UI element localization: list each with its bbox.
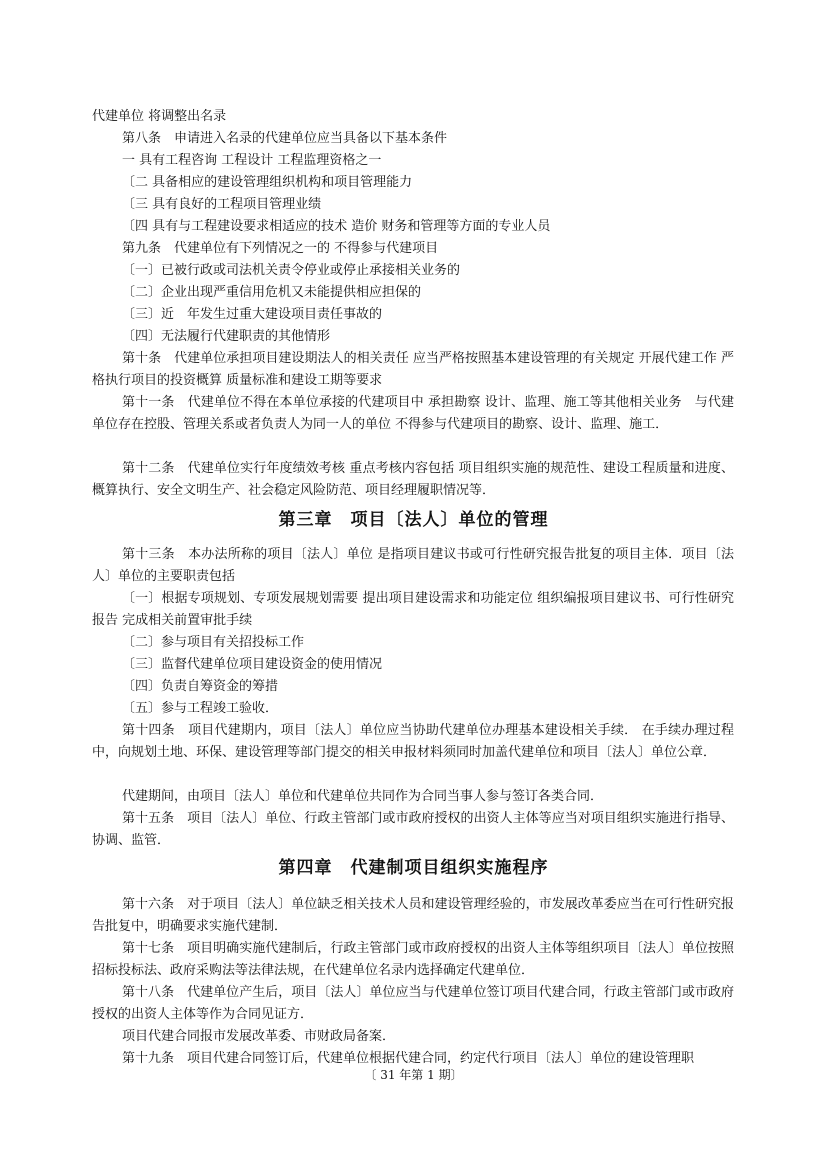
article-14-paragraph-2: 代建期间，由项目〔法人〕单位和代建单位共同作为合同当事人参与签订各类合同． (122, 789, 604, 804)
article-17: 第十七条 项目明确实施代建制后，行政主管部门或市政府授权的出资人主体等组织项目〔法人〕单位按照招标投标法、政府采购法等法律法规，在代建单位名录内选择确定代建单位． (92, 941, 734, 978)
article-9: 第九条 代建单位有下列情况之一的 不得参与代建项目 (122, 241, 439, 256)
article-8-item-3: 〔三 具有良好的工程项目管理业绩 (122, 197, 322, 212)
article-8-item-2: 〔二 具备相应的建设管理组织机构和项目管理能力 (122, 175, 413, 190)
page-footer: 〔 31 年第 1 期〕 (364, 1068, 463, 1082)
article-9-item-1: 〔一〕已被行政或司法机关责令停业或停止承接相关业务的 (122, 263, 461, 278)
article-13-item-5: 〔五〕参与工程竣工验收． (122, 701, 279, 716)
chapter-4-heading: 第四章 代建制项目组织实施程序 (278, 858, 549, 878)
article-13-item-1: 〔一〕根据专项规划、专项发展规划需要 提出项目建设需求和功能定位 组织编报项目建议书、可行性研究报告 完成相关前置审批手续 (92, 591, 734, 628)
article-8: 第八条 申请进入名录的代建单位应当具备以下基本条件 (122, 131, 448, 146)
article-13-item-2: 〔二〕参与项目有关招投标工作 (122, 635, 305, 650)
article-8-item-1: 一 具有工程咨询 工程设计 工程监理资格之一 (122, 153, 382, 168)
article-9-item-3: 〔三〕近 年发生过重大建设项目责任事故的 (122, 307, 383, 322)
article-8-item-4: 〔四 具有与工程建设要求相适应的技术 造价 财务和管理等方面的专业人员 (122, 219, 551, 234)
article-13: 第十三条 本办法所称的项目〔法人〕单位 是指项目建议书或可行性研究报告批复的项目主体．项目〔法人〕单位的主要职责包括 (92, 547, 734, 584)
chapter-3-heading: 第三章 项目〔法人〕单位的管理 (278, 510, 549, 530)
article-10: 第十条 代建单位承担项目建设期法人的相关责任 应当严格按照基本建设管理的有关规定 开展代建工作 严格执行项目的投资概算 质量标准和建设工期等要求 (92, 351, 734, 388)
article-11: 第十一条 代建单位不得在本单位承接的代建项目中 承担勘察 设计、监理、施工等其他相关业务 与代建单位存在控股、管理关系或者负责人为同一人的单位 不得参与代建项目的勘察、设计、监理、施工． (92, 395, 734, 432)
article-14: 第十四条 项目代建期内，项目〔法人〕单位应当协助代建单位办理基本建设相关手续． 在手续办理过程中，向规划土地、环保、建设管理等部门提交的相关申报材料须同时加盖代建单位和项目〔法人〕单位公章． (92, 723, 734, 760)
paragraph-continuation: 代建单位 将调整出名录 (92, 109, 227, 124)
article-16: 第十六条 对于项目〔法人〕单位缺乏相关技术人员和建设管理经验的，市发展改革委应当在可行性研究报告批复中，明确要求实施代建制． (92, 897, 734, 934)
article-12: 第十二条 代建单位实行年度绩效考核 重点考核内容包括 项目组织实施的规范性、建设工程质量和进度、概算执行、安全文明生产、社会稳定风险防范、项目经理履职情况等． (92, 461, 734, 498)
article-18: 第十八条 代建单位产生后，项目〔法人〕单位应当与代建单位签订项目代建合同，行政主管部门或市政府授权的出资人主体等作为合同见证方． (92, 985, 734, 1022)
article-13-item-4: 〔四〕负责自筹资金的筹措 (122, 679, 279, 694)
article-15: 第十五条 项目〔法人〕单位、行政主管部门或市政府授权的出资人主体等应当对项目组织实施进行指导、协调、监管． (92, 811, 734, 848)
article-9-item-4: 〔四〕无法履行代建职责的其他情形 (122, 329, 331, 344)
article-19: 第十九条 项目代建合同签订后，代建单位根据代建合同，约定代行项目〔法人〕单位的建设管理职 (122, 1051, 695, 1066)
article-18-paragraph-2: 项目代建合同报市发展改革委、市财政局备案． (122, 1029, 396, 1044)
article-9-item-2: 〔二〕企业出现严重信用危机又未能提供相应担保的 (122, 285, 422, 300)
article-13-item-3: 〔三〕监督代建单位项目建设资金的使用情况 (122, 657, 383, 672)
